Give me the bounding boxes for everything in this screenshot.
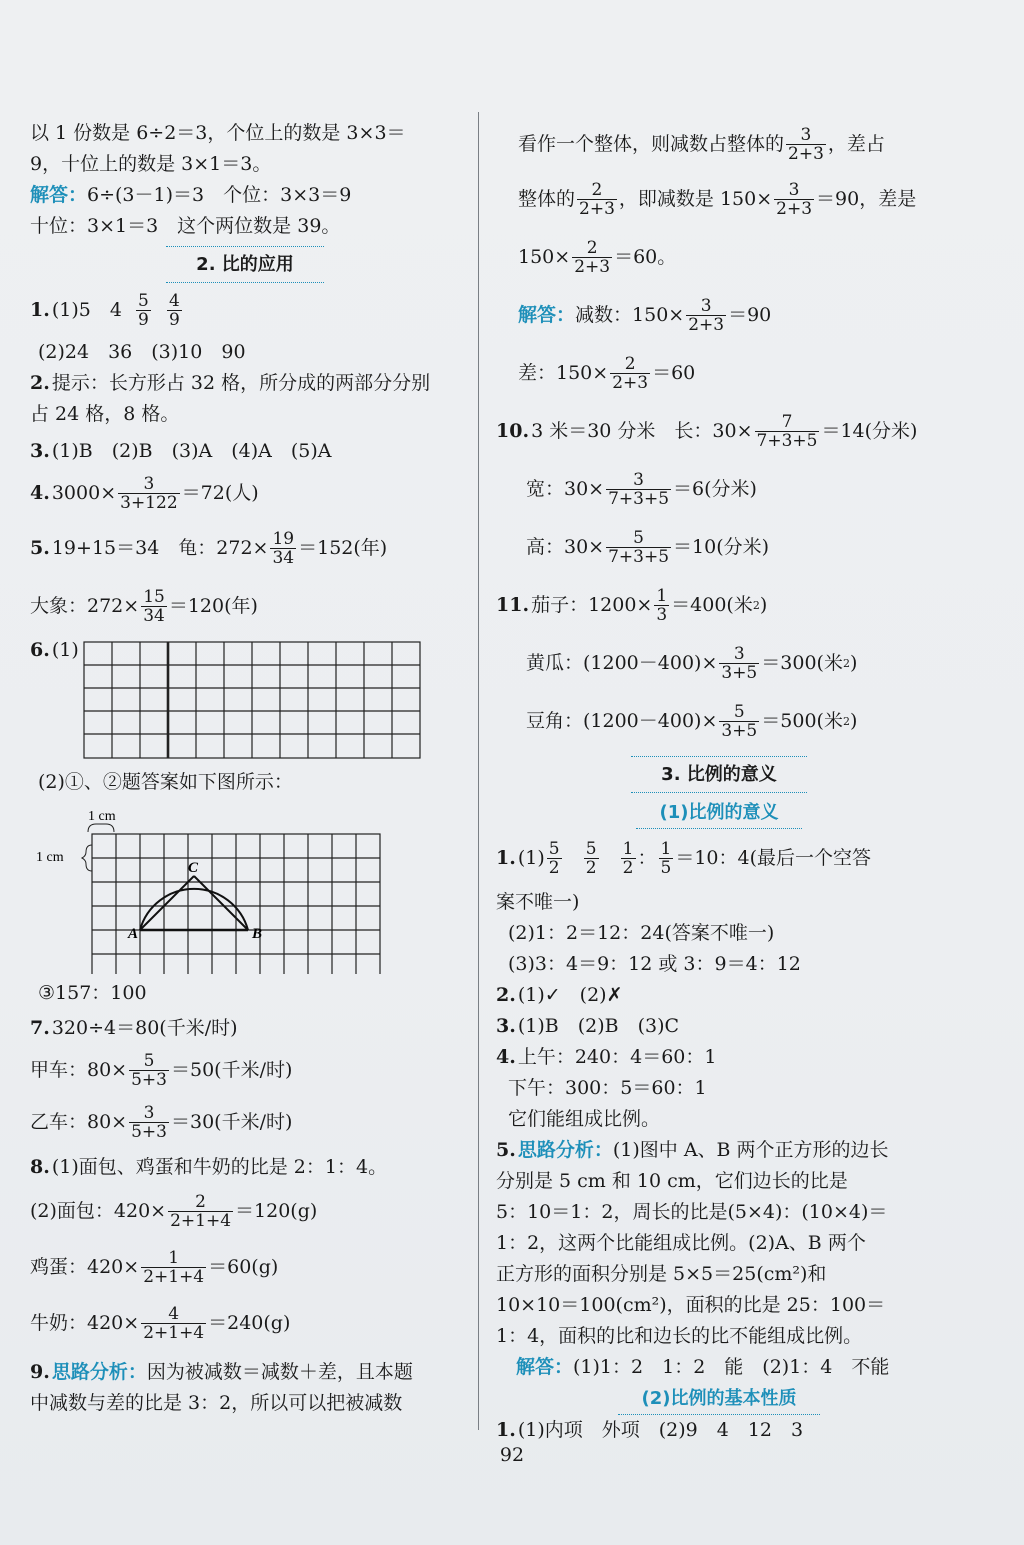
text: (1)图中 A、B 两个正方形的边长 (612, 1139, 889, 1161)
text-line (30, 1044, 460, 1096)
text: (1)✓ (2)✗ (517, 984, 623, 1006)
question-2 (30, 368, 460, 399)
text: ＝240(g) (208, 1311, 291, 1334)
text: 鸡蛋：420× (30, 1255, 140, 1278)
text: 它们能组成比例。 (508, 1108, 661, 1130)
text: ＝6(分米) (673, 477, 757, 500)
text-line (496, 1197, 942, 1228)
text: 中减数与差的比是 3：2，所以可以把被减数 (30, 1392, 403, 1414)
text: 十位：3×1＝3 这个两位数是 39。 (30, 215, 341, 237)
text: 1：4，面积的比和边长的比不能组成比例。 (496, 1325, 863, 1347)
text-line (496, 1290, 942, 1321)
line-bc (194, 876, 248, 930)
line-ac (140, 876, 194, 930)
question-5 (496, 1135, 942, 1166)
answer-line (30, 180, 460, 211)
text-line (496, 1104, 942, 1135)
text: ＝152(年) (298, 536, 388, 559)
fraction: $\frac{3}{3+5}$ (721, 643, 758, 683)
answer-label: 解答： (30, 184, 88, 206)
question-1 (30, 287, 460, 333)
text: 豆角：(1200－400)× (526, 709, 718, 732)
question-number: 9. (30, 1361, 50, 1383)
question-10 (496, 402, 942, 460)
text-line (30, 211, 460, 242)
semicircle-grid (30, 798, 450, 974)
text: ＝60。 (614, 245, 677, 268)
text: 差：150× (518, 361, 609, 384)
semicircle (140, 889, 248, 930)
fraction: $\frac{1}{5}$ (660, 838, 672, 878)
text: 上午：240：4＝60：1 (517, 1046, 717, 1068)
text-line (30, 577, 460, 635)
question-4 (30, 467, 460, 519)
text: 因为被减数＝减数＋差，且本题 (146, 1361, 413, 1383)
text: (2)24 36 (3)10 90 (38, 341, 246, 363)
text: ＝90 (728, 303, 772, 326)
subsection-title: (1)比例的意义 (496, 797, 942, 829)
text: 黄瓜：(1200－400)× (526, 651, 718, 674)
text: 10×10＝100(cm²)，面积的比是 25：100＝ (496, 1294, 886, 1316)
text: 占 24 格，8 格。 (30, 403, 180, 425)
analysis-label: 思路分析： (517, 1139, 613, 1161)
answer-label: 解答： (516, 1356, 574, 1378)
text-line (496, 344, 942, 402)
text: 320÷4＝80(千米/时) (51, 1017, 238, 1039)
question-5 (30, 519, 460, 577)
text: 提示：长方形占 32 格，所分成的两部分分别 (51, 372, 431, 394)
text: 案不唯一) (496, 891, 580, 913)
text-line (496, 118, 942, 170)
question-1: 1. (1) $\frac{5}{2}$ $\frac{5}{2}$ $\frac{1}{2}$ ： $\frac{1}{5}$ ＝10：4(最后一个空答 (496, 838, 872, 878)
question-2 (496, 980, 942, 1011)
question-8 (30, 1152, 460, 1183)
text-line (30, 399, 460, 430)
text: (1)B (2)B (3)A (4)A (5)A (51, 440, 332, 462)
analysis-label: 思路分析： (51, 1361, 147, 1383)
fraction: $\frac{5}{7+3+5}$ (608, 527, 670, 567)
text: 150× (518, 245, 571, 268)
text-line (496, 1321, 942, 1352)
text-line (496, 1259, 942, 1290)
answer-line (496, 1352, 942, 1383)
section-title: 2. 比的应用 (30, 246, 460, 283)
fraction: $\frac{1}{2}$ (622, 838, 634, 878)
text: 19+15＝34 龟：272× (51, 536, 269, 559)
question-number: 7. (30, 1017, 50, 1039)
text: 减数：150× (575, 303, 685, 326)
question-number: 6. (30, 639, 50, 661)
point-b-label: B (252, 926, 263, 942)
text: 宽：30× (526, 477, 605, 500)
fraction: $\frac{5}{2}$ (548, 838, 560, 878)
text: (3)3：4＝9：12 或 3：9＝4：12 (508, 953, 801, 975)
text: (1) (51, 639, 79, 661)
fraction: $\frac{1}{3}$ (656, 585, 668, 625)
question-9 (30, 1357, 460, 1388)
text: ＝120(g) (235, 1199, 318, 1222)
question-number: 4. (30, 481, 50, 504)
text: ＝60 (652, 361, 696, 384)
question-number: 1. (496, 846, 516, 869)
question-number: 8. (30, 1156, 50, 1178)
text: ＝72(人) (181, 481, 259, 504)
text-line (30, 1096, 460, 1148)
text-line (496, 170, 942, 228)
question-4 (496, 1042, 942, 1073)
fraction: $\frac{19}{34}$ (272, 528, 295, 568)
fraction: $\frac{5}{5+3}$ (131, 1050, 167, 1090)
text: ＝90，差是 (816, 187, 917, 210)
text: 以 1 份数是 6÷2＝3，个位上的数是 3×3＝ (30, 122, 406, 144)
question-number: 11. (496, 593, 530, 616)
question-3 (496, 1011, 942, 1042)
text-line (30, 1388, 460, 1419)
fraction: $\frac{15}{34}$ (143, 586, 165, 626)
text: 下午：300：5＝60：1 (508, 1077, 707, 1099)
fraction: $\frac{5}{9}$ (138, 290, 149, 330)
point-a-label: A (128, 926, 139, 942)
text: ，即减数是 150× (618, 187, 773, 210)
text-line (30, 1239, 460, 1295)
question-7 (30, 1013, 460, 1044)
fraction: $\frac{3}{2+3}$ (688, 295, 725, 335)
fraction: $\frac{5}{2}$ (585, 838, 597, 878)
text-line (30, 337, 460, 368)
text-line (496, 949, 942, 980)
text: 高：30× (526, 535, 605, 558)
text: (1)B (2)B (3)C (517, 1015, 680, 1037)
text: ③157：100 (38, 982, 147, 1004)
text: ＝500(米 (761, 709, 843, 732)
question-6 (30, 635, 460, 761)
answer-line (496, 286, 942, 344)
fraction: $\frac{3}{3+122}$ (120, 473, 178, 513)
text: 看作一个整体，则减数占整体的 (518, 132, 785, 155)
question-number: 1. (496, 1419, 516, 1441)
question-number: 3. (496, 1015, 516, 1037)
text: 6÷(3－1)＝3 个位：3×3＝9 (87, 184, 352, 206)
text: 1：2，这两个比能组成比例。(2)A、B 两个 (496, 1232, 866, 1254)
point-c-label: C (188, 860, 199, 876)
grid-figure-2 (30, 798, 460, 974)
question-number: 2. (496, 984, 516, 1006)
text: (2)面包：420× (30, 1199, 167, 1222)
text-line (496, 228, 942, 286)
fraction: $\frac{3}{2+3}$ (776, 179, 813, 219)
section-title: 3. 比例的意义 (496, 756, 942, 793)
text: ＝30(千米/时) (171, 1110, 293, 1133)
text: 正方形的面积分别是 5×5＝25(cm²)和 (496, 1263, 827, 1285)
text: 乙车：80× (30, 1110, 128, 1133)
fraction: $\frac{2}{2+3}$ (579, 179, 615, 219)
top-brace (88, 824, 114, 832)
text: ＝400(米 (671, 593, 753, 616)
text: 3 米＝30 分米 长：30× (531, 419, 753, 442)
text: 整体的 (518, 187, 576, 210)
grid-figure-1 (83, 641, 423, 763)
fraction: $\frac{5}{3+5}$ (721, 701, 758, 741)
fraction: $\frac{7}{7+3+5}$ (756, 411, 818, 451)
text: 3000× (51, 481, 117, 504)
text: ＝14(分米) (821, 419, 918, 442)
question-number: 1. (30, 298, 50, 321)
fraction: $\frac{2}{2+3}$ (574, 237, 611, 277)
text: (1)内项 外项 (2)9 4 12 3 (517, 1419, 804, 1441)
fraction: $\frac{2}{2+1+4}$ (170, 1191, 232, 1231)
grid-top-label: 1 cm (88, 809, 116, 824)
text: ＝120(年) (168, 594, 258, 617)
text: (1)1：2 1：2 能 (2)1：4 不能 (573, 1356, 890, 1378)
question-number: 3. (30, 440, 50, 462)
text: ＝50(千米/时) (171, 1058, 293, 1081)
text: 分别是 5 cm 和 10 cm，它们边长的比是 (496, 1170, 848, 1192)
left-column (30, 118, 460, 1419)
text: (1)面包、鸡蛋和牛奶的比是 2：1：4。 (51, 1156, 388, 1178)
text: ＝300(米 (761, 651, 843, 674)
text-line (30, 767, 460, 798)
text-line (496, 887, 942, 918)
text: (2)1：2＝12：24(答案不唯一) (508, 922, 775, 944)
text-line (496, 460, 942, 518)
column-divider (478, 112, 479, 1430)
text: 大象：272× (30, 594, 140, 617)
right-column (496, 118, 942, 1446)
text: 牛奶：420× (30, 1311, 140, 1334)
question-number: 4. (496, 1046, 516, 1068)
text: ＝10(分米) (673, 535, 770, 558)
text: 甲车：80× (30, 1058, 128, 1081)
text: ＝60(g) (208, 1255, 279, 1278)
text-line (30, 978, 460, 1009)
text: (2)①、②题答案如下图所示： (38, 771, 293, 793)
subsection-title: (2)比例的基本性质 (496, 1383, 942, 1415)
fraction: $\frac{4}{9}$ (168, 290, 180, 330)
text: 9，十位上的数是 3×1＝3。 (30, 153, 272, 175)
text: (1) (517, 846, 545, 869)
question-1-b (496, 1415, 942, 1446)
fraction: $\frac{1}{2+1+4}$ (143, 1247, 205, 1287)
text-line (30, 1295, 460, 1351)
question-number: 5. (30, 536, 50, 559)
text-line (30, 1183, 460, 1239)
fraction: $\frac{3}{5+3}$ (131, 1102, 167, 1142)
question-number: 2. (30, 372, 50, 394)
answer-label: 解答： (518, 303, 576, 326)
grid-left-label: 1 cm (36, 850, 64, 865)
question-number: 10. (496, 419, 530, 442)
fraction: $\frac{2}{2+3}$ (612, 353, 649, 393)
text-line (496, 518, 942, 576)
text-line (496, 1073, 942, 1104)
question-11: 11. 茄子：1200× $\frac{1}{3}$ ＝400(米 2 ) (496, 585, 768, 625)
text-line: 黄瓜：(1200－400)× $\frac{3}{3+5}$ ＝300(米 2 ) (526, 643, 858, 683)
fraction: $\frac{3}{2+3}$ (788, 124, 824, 164)
page-number: 92 (499, 1444, 525, 1466)
text-line (496, 918, 942, 949)
text-line (30, 118, 460, 149)
text: ，差占 (827, 132, 885, 155)
text: 5：10＝1：2，周长的比是(5×4)：(10×4)＝ (496, 1201, 888, 1223)
fraction: $\frac{4}{2+1+4}$ (143, 1303, 205, 1343)
text: 茄子：1200× (531, 593, 653, 616)
fraction: $\frac{3}{7+3+5}$ (608, 469, 670, 509)
text-line (496, 1166, 942, 1197)
text: (1)5 4 (51, 298, 122, 321)
text-line: 豆角：(1200－400)× $\frac{5}{3+5}$ ＝500(米 2 ) (526, 701, 858, 741)
text: ＝10：4(最后一个空答 (675, 846, 872, 869)
left-brace (82, 845, 92, 871)
question-number: 5. (496, 1139, 516, 1161)
text-line (30, 149, 460, 180)
question-3 (30, 436, 460, 467)
text-line (496, 1228, 942, 1259)
